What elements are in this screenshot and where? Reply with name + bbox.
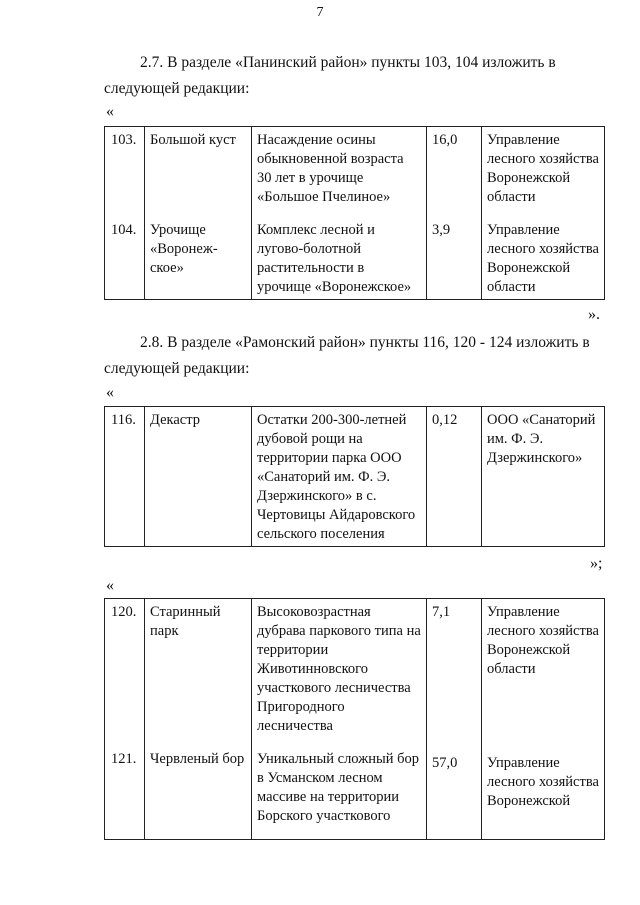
table-row <box>105 738 605 840</box>
site-area: 0,12 <box>427 407 482 547</box>
close-quote: ». <box>588 306 600 323</box>
page-number: 7 <box>316 5 324 20</box>
table-ramon-2 <box>104 598 605 840</box>
site-owner: Управление лесного хозяйства Воронежской области <box>482 599 605 739</box>
site-area: 16,0 <box>427 127 482 210</box>
site-name: Червленый бор <box>145 738 252 840</box>
site-name: Старинный парк <box>145 599 252 739</box>
table-ramon-1 <box>104 406 605 547</box>
site-name: Декастр <box>145 407 252 547</box>
row-number: 104. <box>105 209 145 300</box>
row-number: 103. <box>105 127 145 210</box>
site-owner: Управление лесного хозяйства Воронежской <box>482 738 605 840</box>
site-owner: ООО «Санаторий им. Ф. Э. Дзержинского» <box>482 407 605 547</box>
table-cut-line <box>104 839 605 840</box>
open-quote: « <box>106 103 114 120</box>
row-number: 121. <box>105 738 145 840</box>
section-2-8-line-2: следующей редакции: <box>104 360 250 377</box>
table-row <box>105 209 605 300</box>
site-description: Уникальный сложный бор в Усманском лесном массиве на территории Борского участкового <box>252 738 427 840</box>
open-quote: « <box>106 384 114 401</box>
site-description: Остатки 200-300-летней дубовой рощи на территории парка ООО «Санаторий им. Ф. Э. Дзержинского» в с. Чертовицы Айдаровского сельского поселения <box>252 407 427 547</box>
close-quote: »; <box>590 555 603 572</box>
site-owner: Управление лесного хозяйства Воронежской области <box>482 209 605 300</box>
table-row <box>105 407 605 547</box>
row-number: 116. <box>105 407 145 547</box>
site-description: Насаждение осины обыкновенной возраста 30 лет в урочище «Большое Пчелиное» <box>252 127 427 210</box>
table-clip <box>100 598 610 840</box>
site-description: Комплекс лесной и лугово-болотной растительности в урочище «Воронежское» <box>252 209 427 300</box>
site-owner: Управление лесного хозяйства Воронежской области <box>482 127 605 210</box>
table-panino <box>104 126 605 300</box>
site-area: 7,1 <box>427 599 482 739</box>
table-row <box>105 127 605 210</box>
site-area: 3,9 <box>427 209 482 300</box>
row-number: 120. <box>105 599 145 739</box>
table-row <box>105 599 605 739</box>
site-name: Большой куст <box>145 127 252 210</box>
section-2-8-line-1: 2.8. В разделе «Рамонский район» пункты 116, 120 - 124 изложить в <box>140 334 590 351</box>
open-quote: « <box>106 577 114 594</box>
site-area: 57,0 <box>427 738 482 840</box>
section-2-7-line-1: 2.7. В разделе «Панинский район» пункты 103, 104 изложить в <box>140 54 556 71</box>
section-2-7-line-2: следующей редакции: <box>104 80 250 97</box>
site-name: Урочище «Воронеж-ское» <box>145 209 252 300</box>
site-description: Высоковозрастная дубрава паркового типа на территории Животинновского участкового лесничества Пригородного лесничества <box>252 599 427 739</box>
